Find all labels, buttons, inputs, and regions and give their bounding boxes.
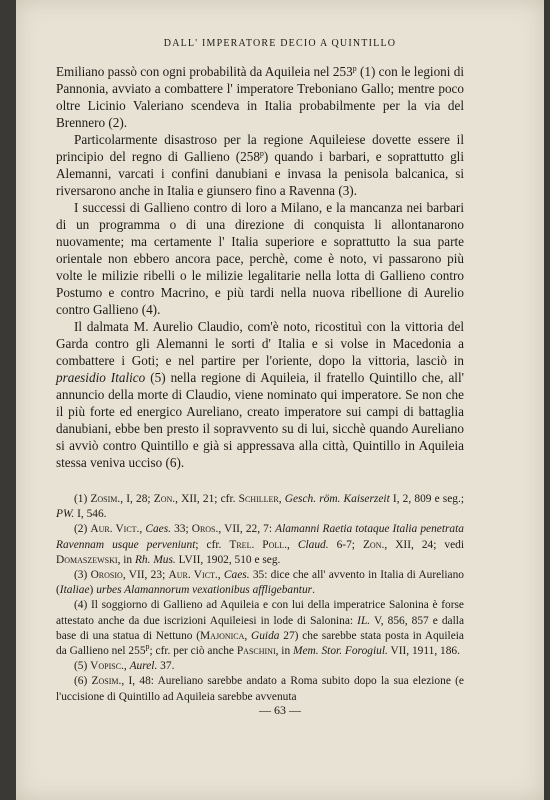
footnote xyxy=(56,674,464,704)
text-run: (5) xyxy=(74,660,91,673)
text-run: ) xyxy=(89,584,97,597)
author-name: Paschini xyxy=(236,645,276,658)
text-run: , xyxy=(123,660,130,673)
text-run: 6-7; xyxy=(328,538,363,551)
italic-run: Claud. xyxy=(297,538,329,551)
italic-run: Gesch. röm. Kaiserzeit xyxy=(284,493,390,505)
author-name: Zosim. xyxy=(90,493,121,505)
italic-run: IL. xyxy=(357,614,371,627)
superscript: p xyxy=(352,64,357,73)
text-run: 37. xyxy=(157,660,175,673)
footnote xyxy=(56,659,464,674)
footnote xyxy=(56,598,464,659)
text-run: , XII, 21; cfr. xyxy=(175,493,239,505)
text-run: , xyxy=(287,538,298,551)
book-page xyxy=(16,0,544,800)
footnote xyxy=(56,522,464,568)
page-number: — 63 — xyxy=(259,703,301,717)
text-run: , xyxy=(278,493,285,505)
author-name: Schiller xyxy=(238,493,279,505)
author-name: Aur. Vict. xyxy=(168,569,218,582)
text-run: Emiliano passò con ogni probabilità da Aquileia nel 253 xyxy=(56,64,353,79)
italic-run: Aurel. xyxy=(129,660,158,673)
superscript: p xyxy=(259,149,264,158)
italic-run: Caes. xyxy=(145,523,171,536)
text-run: Particolarmente disastroso per la regione Aquileiese dovette essere il principio del regno di Gallieno (258 xyxy=(56,132,464,164)
footnote xyxy=(56,568,464,598)
footnote xyxy=(56,492,464,522)
italic-run: urbes Alamannorum vexationibus affligebantur xyxy=(96,584,313,597)
italic-run: Rh. Mus. xyxy=(134,553,176,566)
text-run: (5) nella regione di Aquileia, il fratello Quintillo che, all' annuncio della morte di Claudio, viene nominato qui imperatore. Se non che il più forte ed energico Aureliano, creato imperatore sui campi di battaglia danubiani, ebbe ben presto il sopravvento su di lui, sicchè quando Aureliano si avviò contro Quintillo e già si appressava alla città, Quintillo in Aquileia stessa veniva ucciso (6). xyxy=(56,370,465,470)
author-name: Domaszewski xyxy=(56,553,118,566)
author-name: Zon. xyxy=(153,493,176,505)
text-run: ; cfr. per ciò anche xyxy=(149,645,237,658)
text-run: , I, 28; xyxy=(120,493,154,505)
text-run: 27) che sarebbe stata posta in Aquileia da Gallieno nel 255 xyxy=(56,629,464,658)
text-run: (4) Il soggiorno di Gallieno ad Aquileia e con lui della imperatrice Salonina è forse attestato anche da due iscrizioni Aquileiesi in lode di Salonina: xyxy=(56,599,464,627)
author-name: Vopisc. xyxy=(90,660,124,673)
text-run: I successi di Gallieno contro di loro a Milano, e la mancanza nei barbari di un programma o di una direzione di conquista li allontanarono nuovamente; ma certamente l' Italia superiore e soprattutto la sua parte orientale non ebbero ancora pace, perchè, come è noto, vi passarono più volte le milizie ribelli o le milizie legalitarie nella lotta di Gallieno contro Postumo e contro Macrino, e più tardi nella nuova ribellione di Aurelio contro Gallieno (4). xyxy=(56,200,464,317)
superscript: p xyxy=(145,642,150,652)
text-run: V, 856, 857 e dalla base di una statua di Nettuno ( xyxy=(56,614,464,642)
text-run: , xyxy=(139,523,146,536)
paragraph xyxy=(56,63,464,131)
author-name: Aur. Vict. xyxy=(90,523,140,536)
text-run: VII, 1911, 186. xyxy=(387,645,460,658)
author-name: Oros. xyxy=(191,523,219,536)
italic-run: praesidio Italico xyxy=(56,370,146,385)
author-name: Trel. Poll. xyxy=(229,538,288,551)
main-text xyxy=(56,63,464,471)
text-run: , I, 48: Aureliano sarebbe andato a Roma subito dopo la sua elezione (e l'uccisione di Quintillo ad Aquileia sarebbe avvenuta xyxy=(56,675,464,703)
text-run: Il dalmata M. Aurelio Claudio, com'è noto, ricostituì con la vittoria del Garda contro gli Alemanni le sorti d' Italia e si volse in Macedonia a combattere i Goti; e nel partire per l'oriente, dopo la vittoria, lasciò in xyxy=(56,319,464,368)
text-run: LVII, 1902, 510 e seg. xyxy=(175,553,281,566)
text-run: , in xyxy=(117,553,135,566)
text-run: I, 2, 809 e seg.; xyxy=(389,493,464,505)
italic-run: PW. xyxy=(56,508,75,521)
text-run: (2) xyxy=(74,523,91,536)
text-run: 35: dice che all' avvento in Italia di Aureliano ( xyxy=(56,569,464,597)
text-run: . xyxy=(312,584,315,597)
text-run: (1) xyxy=(74,493,91,505)
running-head: DALL' IMPERATORE DECIO A QUINTILLO xyxy=(163,38,397,49)
text-run: 33; xyxy=(170,523,192,536)
italic-run: Guida xyxy=(251,629,280,642)
text-run: (6) xyxy=(74,675,92,688)
italic-run: Caes. xyxy=(223,569,250,582)
paragraph xyxy=(56,131,464,199)
italic-run: Mem. Stor. Forogiul. xyxy=(293,645,388,658)
text-run: , xyxy=(217,569,224,582)
text-run: I, 546. xyxy=(74,508,107,521)
footnotes xyxy=(56,492,464,705)
author-name: Orosio xyxy=(90,569,123,582)
paragraph xyxy=(56,199,464,318)
italic-run: Italiae xyxy=(59,584,90,597)
text-run: ; cfr. xyxy=(195,538,230,551)
text-run: ) quando i barbari, e soprattutto gli Alemanni, varcati i confini danubiani e invasa la penisola balcanica, si riversarono anche in Italia e giunsero fino a Ravenna (3). xyxy=(56,149,465,198)
text-run: , XII, 24; vedi xyxy=(384,538,465,551)
paragraph xyxy=(56,318,464,471)
author-name: Zon. xyxy=(362,538,385,551)
text-run: , in xyxy=(275,645,294,658)
text-run: (3) xyxy=(74,569,91,582)
text-run: , VII, 22, 7: xyxy=(218,523,276,536)
author-name: Majonica xyxy=(200,629,245,642)
text-run: , xyxy=(244,629,252,642)
author-name: Zosim. xyxy=(91,675,122,688)
text-run: (1) con le legioni di Pannonia, avviato a combattere l' imperatore Treboniano Gallo; mentre poco oltre Licinio Valeriano scendeva in Italia probabilmente per la via del Brennero (2). xyxy=(56,64,464,130)
italic-run: Alamanni Raetia totaque Italia penetrata Ravennam usque perveniunt xyxy=(56,523,464,551)
text-run: , VII, 23; xyxy=(122,569,169,582)
